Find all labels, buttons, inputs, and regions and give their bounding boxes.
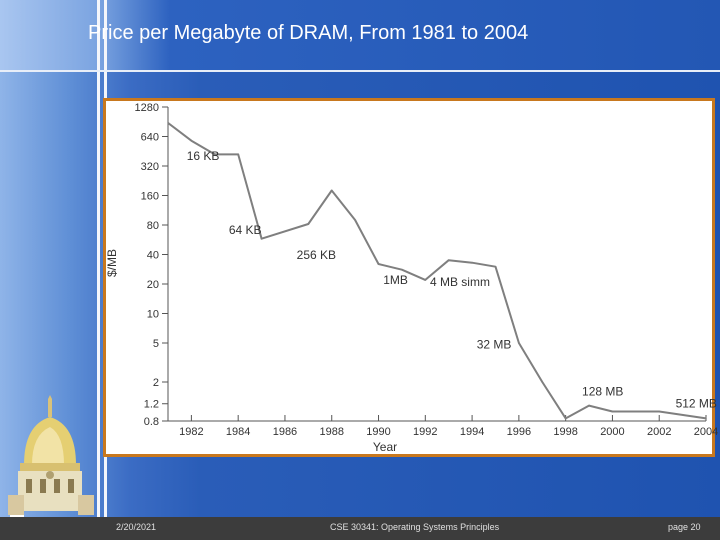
- annotation-label: 4 MB simm: [429, 275, 490, 290]
- x-tick-label: 1986: [272, 426, 298, 438]
- x-tick-label: 1988: [319, 426, 344, 438]
- data-point: [471, 262, 473, 264]
- slide-title: Price per Megabyte of DRAM, From 1981 to 2004: [88, 22, 529, 44]
- y-tick-label: 20: [146, 279, 159, 292]
- data-point: [378, 263, 380, 265]
- x-axis-label: Year: [372, 440, 398, 454]
- y-tick-label: 1280: [134, 102, 159, 114]
- data-point: [191, 140, 193, 142]
- footer-date: 2/20/2021: [116, 522, 157, 532]
- x-tick-label: 2000: [600, 426, 625, 438]
- annotation-label: 1MB: [383, 273, 408, 288]
- data-point: [331, 190, 333, 192]
- annotation-label: 32 MB: [476, 337, 512, 352]
- x-tick-label: 1990: [366, 426, 391, 438]
- x-tick-label: 1996: [506, 426, 532, 438]
- x-tick-label: 2004: [693, 426, 719, 438]
- y-tick-label: 160: [140, 190, 159, 203]
- annotation-label: 128 MB: [582, 384, 624, 399]
- data-point: [425, 279, 427, 281]
- footer-page: page 20: [668, 522, 701, 532]
- data-point: [354, 219, 356, 221]
- x-tick-label: 1984: [225, 426, 251, 438]
- annotation-label: 512 MB: [675, 396, 717, 411]
- annotation-label: 16 KB: [186, 148, 220, 163]
- annotation-label: 64 KB: [228, 222, 262, 237]
- y-tick-label: 320: [140, 161, 159, 174]
- data-point: [401, 269, 403, 271]
- data-point: [588, 405, 590, 407]
- title-divider: [0, 70, 720, 72]
- data-point: [565, 418, 567, 420]
- y-tick-label: 40: [146, 249, 159, 262]
- y-tick-label: 2: [152, 377, 159, 390]
- y-tick-label: 1.2: [143, 398, 159, 411]
- golden-dome-logo: [4, 395, 100, 525]
- x-tick-label: 1998: [553, 426, 578, 438]
- data-point: [658, 411, 660, 413]
- footer-course: CSE 30341: Operating Systems Principles: [330, 522, 500, 532]
- dram-price-chart: [105, 101, 719, 454]
- y-tick-label: 0.8: [143, 416, 159, 428]
- x-tick-label: 2002: [646, 426, 672, 438]
- y-tick-label: 80: [146, 220, 159, 233]
- data-point: [237, 154, 239, 156]
- data-point: [705, 418, 707, 420]
- y-tick-label: 10: [146, 308, 159, 321]
- chart-frame: [103, 98, 719, 457]
- data-point: [167, 122, 169, 124]
- y-tick-label: 640: [140, 131, 159, 144]
- slide-footer: [0, 517, 720, 540]
- y-axis-label: $/MB: [105, 248, 119, 278]
- x-tick-label: 1982: [179, 426, 204, 438]
- data-point: [541, 381, 543, 383]
- data-point: [518, 342, 520, 344]
- data-point: [612, 411, 614, 413]
- data-point: [495, 266, 497, 268]
- data-point: [261, 238, 263, 240]
- y-tick-label: 5: [152, 338, 159, 351]
- price-series-line: [168, 123, 706, 419]
- x-tick-label: 1992: [413, 426, 438, 438]
- annotation-label: 256 KB: [296, 247, 337, 262]
- x-tick-label: 1994: [459, 426, 485, 438]
- data-point: [448, 259, 450, 261]
- data-point: [308, 223, 310, 225]
